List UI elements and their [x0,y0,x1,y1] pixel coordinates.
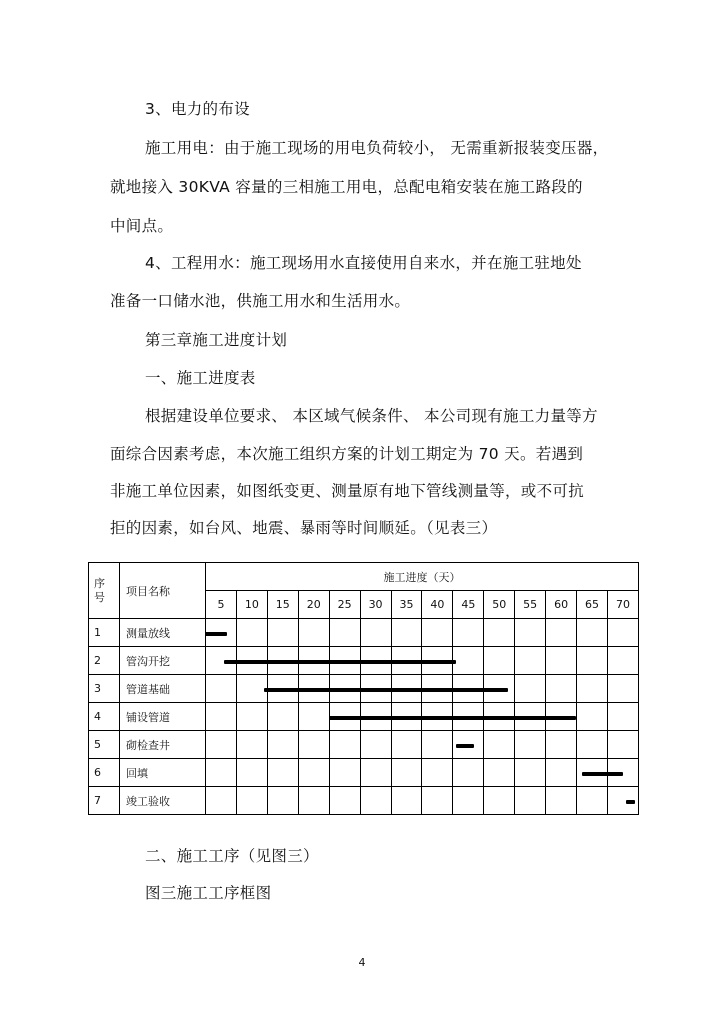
row-seq: 6 [89,759,120,787]
row-task-name: 管沟开挖 [120,647,206,675]
grid-cell [607,647,638,675]
grid-cell [422,731,453,759]
grid-cell [546,787,577,815]
day-header: 35 [391,591,422,619]
day-header: 70 [607,591,638,619]
figure-caption: 图三施工工序框图 [145,884,272,902]
grid-cell [329,731,360,759]
row-seq: 5 [89,731,120,759]
grid-cell [267,703,298,731]
grid-cell [546,731,577,759]
row-seq: 2 [89,647,120,675]
subsection-heading-schedule: 一、施工进度表 [145,369,256,387]
table-row [89,759,639,787]
day-header: 5 [206,591,237,619]
table-row [89,731,639,759]
schedule-gantt-table [88,562,638,814]
section-heading-power: 3、电力的布设 [145,100,250,118]
gantt-bar [582,772,622,776]
day-header: 20 [298,591,329,619]
grid-cell [206,787,237,815]
grid-cell [298,787,329,815]
day-header: 50 [484,591,515,619]
gantt-bar [329,716,576,720]
grid-cell [515,619,546,647]
grid-cell [515,675,546,703]
grid-cell [577,787,608,815]
grid-cell [607,675,638,703]
grid-cell [577,703,608,731]
day-header: 60 [546,591,577,619]
grid-cell [391,787,422,815]
grid-cell [391,759,422,787]
grid-cell [453,787,484,815]
grid-cell [453,647,484,675]
grid-cell [577,675,608,703]
body-text: 根据建设单位要求、 本区域气候条件、 本公司现有施工力量等方 [145,407,598,425]
grid-cell [607,619,638,647]
grid-cell [236,759,267,787]
day-header: 45 [453,591,484,619]
day-header: 30 [360,591,391,619]
subsection-heading-process: 二、施工工序（见图三） [145,847,319,865]
col-header-progress: 施工进度（天） [206,563,639,591]
grid-cell [484,787,515,815]
grid-cell [329,619,360,647]
gantt-bar [626,800,635,804]
grid-cell [360,787,391,815]
grid-cell [607,703,638,731]
gantt-bar [224,660,456,664]
day-header: 25 [329,591,360,619]
row-task-name: 管道基础 [120,675,206,703]
day-header: 55 [515,591,546,619]
grid-cell [484,619,515,647]
grid-cell [577,647,608,675]
day-header: 10 [236,591,267,619]
chapter-title: 第三章施工进度计划 [145,331,288,349]
grid-cell [515,759,546,787]
grid-cell [206,703,237,731]
grid-cell [577,731,608,759]
grid-cell [422,759,453,787]
grid-cell [391,619,422,647]
col-header-name: 项目名称 [120,563,206,619]
row-seq: 7 [89,787,120,815]
body-text: 就地接入 30KVA 容量的三相施工用电，总配电箱安装在施工路段的 [110,178,583,196]
grid-cell [298,703,329,731]
grid-cell [391,731,422,759]
grid-cell [298,731,329,759]
grid-cell [360,731,391,759]
row-seq: 3 [89,675,120,703]
grid-cell [298,619,329,647]
grid-cell [329,759,360,787]
day-header: 15 [267,591,298,619]
body-text: 拒的因素，如台风、地震、暴雨等时间顺延。（见表三） [110,519,498,537]
body-text: 中间点。 [110,217,174,235]
grid-cell [515,787,546,815]
grid-cell [546,647,577,675]
body-text: 施工用电：由于施工现场的用电负荷较小， 无需重新报装变压器， [145,139,609,157]
col-header-seq: 序号 [89,563,120,619]
grid-cell [360,619,391,647]
grid-cell [267,759,298,787]
gantt-bar [456,744,475,748]
grid-cell [267,731,298,759]
body-text: 非施工单位因素，如图纸变更、测量原有地下管线测量等，或不可抗 [110,482,585,500]
grid-cell [453,759,484,787]
row-task-name: 铺设管道 [120,703,206,731]
grid-cell [267,787,298,815]
grid-cell [236,675,267,703]
grid-cell [206,675,237,703]
row-task-name: 竣工验收 [120,787,206,815]
body-text: 面综合因素考虑，本次施工组织方案的计划工期定为 70 天。若遇到 [110,445,584,463]
gantt-bar [205,632,227,636]
grid-cell [422,619,453,647]
grid-cell [236,619,267,647]
grid-cell [360,759,391,787]
grid-cell [422,787,453,815]
grid-cell [298,759,329,787]
row-task-name: 回填 [120,759,206,787]
grid-cell [206,731,237,759]
row-task-name: 砌检查井 [120,731,206,759]
day-header: 40 [422,591,453,619]
grid-cell [267,619,298,647]
body-text: 准备一口储水池，供施工用水和生活用水。 [110,292,411,310]
grid-cell [236,703,267,731]
grid-cell [484,647,515,675]
grid-cell [236,731,267,759]
grid-cell [515,647,546,675]
row-task-name: 测量放线 [120,619,206,647]
day-header: 65 [577,591,608,619]
grid-cell [607,731,638,759]
grid-cell [206,759,237,787]
grid-cell [577,619,608,647]
row-seq: 4 [89,703,120,731]
section-heading-water: 4、工程用水：施工现场用水直接使用自来水，并在施工驻地处 [145,254,582,272]
grid-cell [236,787,267,815]
grid-cell [546,619,577,647]
table-row [89,787,639,815]
page-number: 4 [358,956,366,969]
grid-cell [484,759,515,787]
gantt-bar [264,688,508,692]
grid-cell [546,675,577,703]
grid-cell [546,759,577,787]
table-row [89,619,639,647]
grid-cell [329,787,360,815]
grid-cell [453,619,484,647]
row-seq: 1 [89,619,120,647]
grid-cell [484,731,515,759]
grid-cell [515,731,546,759]
